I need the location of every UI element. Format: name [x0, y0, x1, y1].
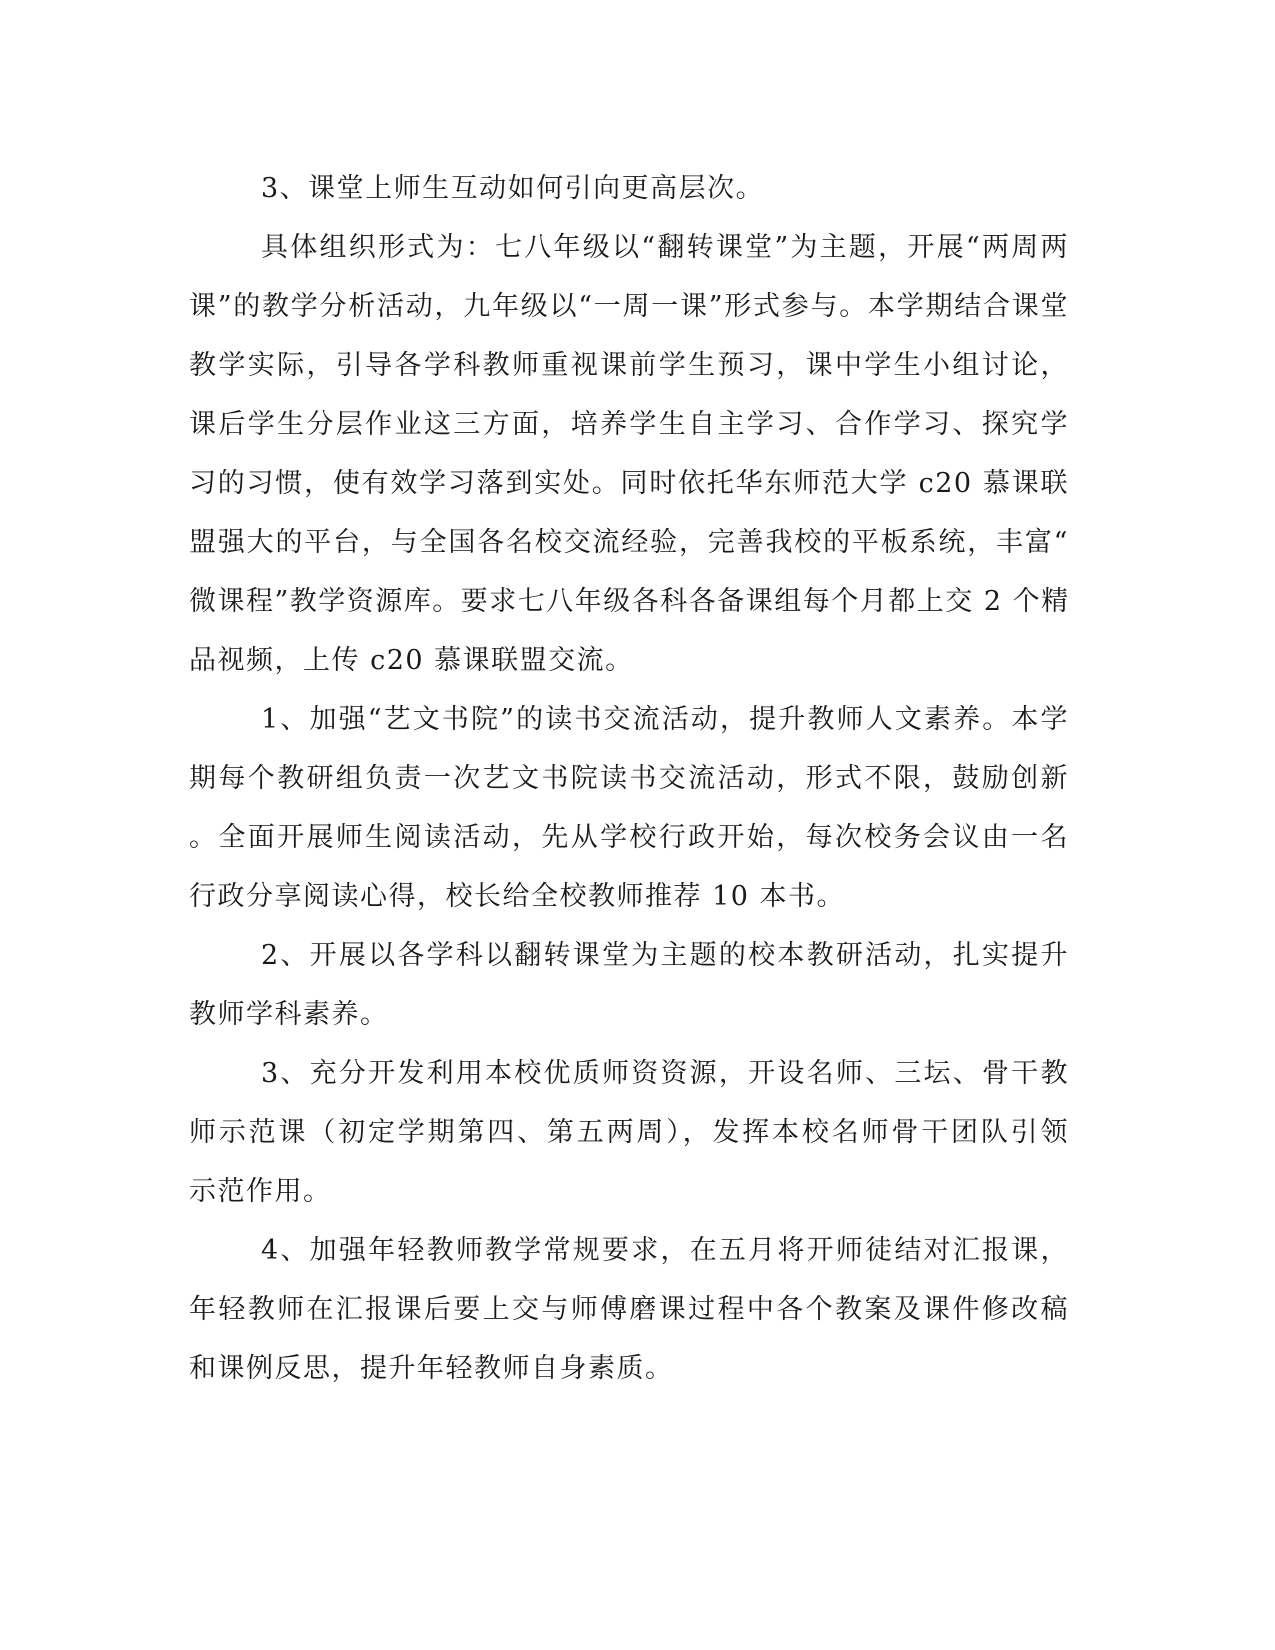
paragraph-line: 1、加强“艺文书院”的读书交流活动，提升教师人文素养。本学	[261, 704, 1069, 735]
paragraph-line: 示范作用。	[189, 1176, 332, 1207]
paragraph-line: 行政分享阅读心得，校长给全校教师推荐 10 本书。	[189, 881, 846, 912]
paragraph-4	[189, 926, 1069, 1044]
paragraph-3	[189, 690, 1069, 926]
paragraph-line: 。全面开展师生阅读活动，先从学校行政开始，每次校务会议由一名	[189, 822, 1069, 853]
paragraph-line: 盟强大的平台，与全国各名校交流经验，完善我校的平板系统，丰富“	[189, 527, 1069, 558]
paragraph-line: 具体组织形式为：七八年级以“翻转课堂”为主题，开展“两周两	[261, 232, 1069, 263]
paragraph-line: 3、充分开发利用本校优质师资资源，开设名师、三坛、骨干教	[261, 1058, 1069, 1089]
paragraph-line: 年轻教师在汇报课后要上交与师傅磨课过程中各个教案及课件修改稿	[189, 1294, 1069, 1325]
paragraph-line: 教师学科素养。	[189, 999, 389, 1030]
paragraph-line: 和课例反思，提升年轻教师自身素质。	[189, 1353, 674, 1384]
paragraph-line: 教学实际，引导各学科教师重视课前学生预习，课中学生小组讨论，	[189, 350, 1069, 381]
paragraph-line: 师示范课（初定学期第四、第五两周），发挥本校名师骨干团队引领	[189, 1117, 1069, 1148]
paragraph-line: 2、开展以各学科以翻转课堂为主题的校本教研活动，扎实提升	[261, 940, 1069, 971]
paragraph-line: 期每个教研组负责一次艺文书院读书交流活动，形式不限，鼓励创新	[189, 763, 1069, 794]
paragraph-line: 品视频，上传 c20 慕课联盟交流。	[189, 645, 634, 676]
paragraph-line: 课后学生分层作业这三方面，培养学生自主学习、合作学习、探究学	[189, 409, 1069, 440]
paragraph-line: 微课程”教学资源库。要求七八年级各科各备课组每个月都上交 2 个精	[189, 586, 1070, 617]
paragraph-line: 4、加强年轻教师教学常规要求，在五月将开师徒结对汇报课，	[261, 1235, 1069, 1266]
document-body	[189, 159, 1069, 1398]
paragraph-5	[189, 1044, 1069, 1221]
paragraph-6	[189, 1221, 1069, 1398]
paragraph-2	[189, 218, 1069, 690]
paragraph-line: 课”的教学分析活动，九年级以“一周一课”形式参与。本学期结合课堂	[189, 291, 1069, 322]
paragraph-line: 3、课堂上师生互动如何引向更高层次。	[261, 173, 765, 204]
paragraph-line: 习的习惯，使有效学习落到实处。同时依托华东师范大学 c20 慕课联	[189, 468, 1069, 499]
paragraph-1	[189, 159, 1069, 218]
